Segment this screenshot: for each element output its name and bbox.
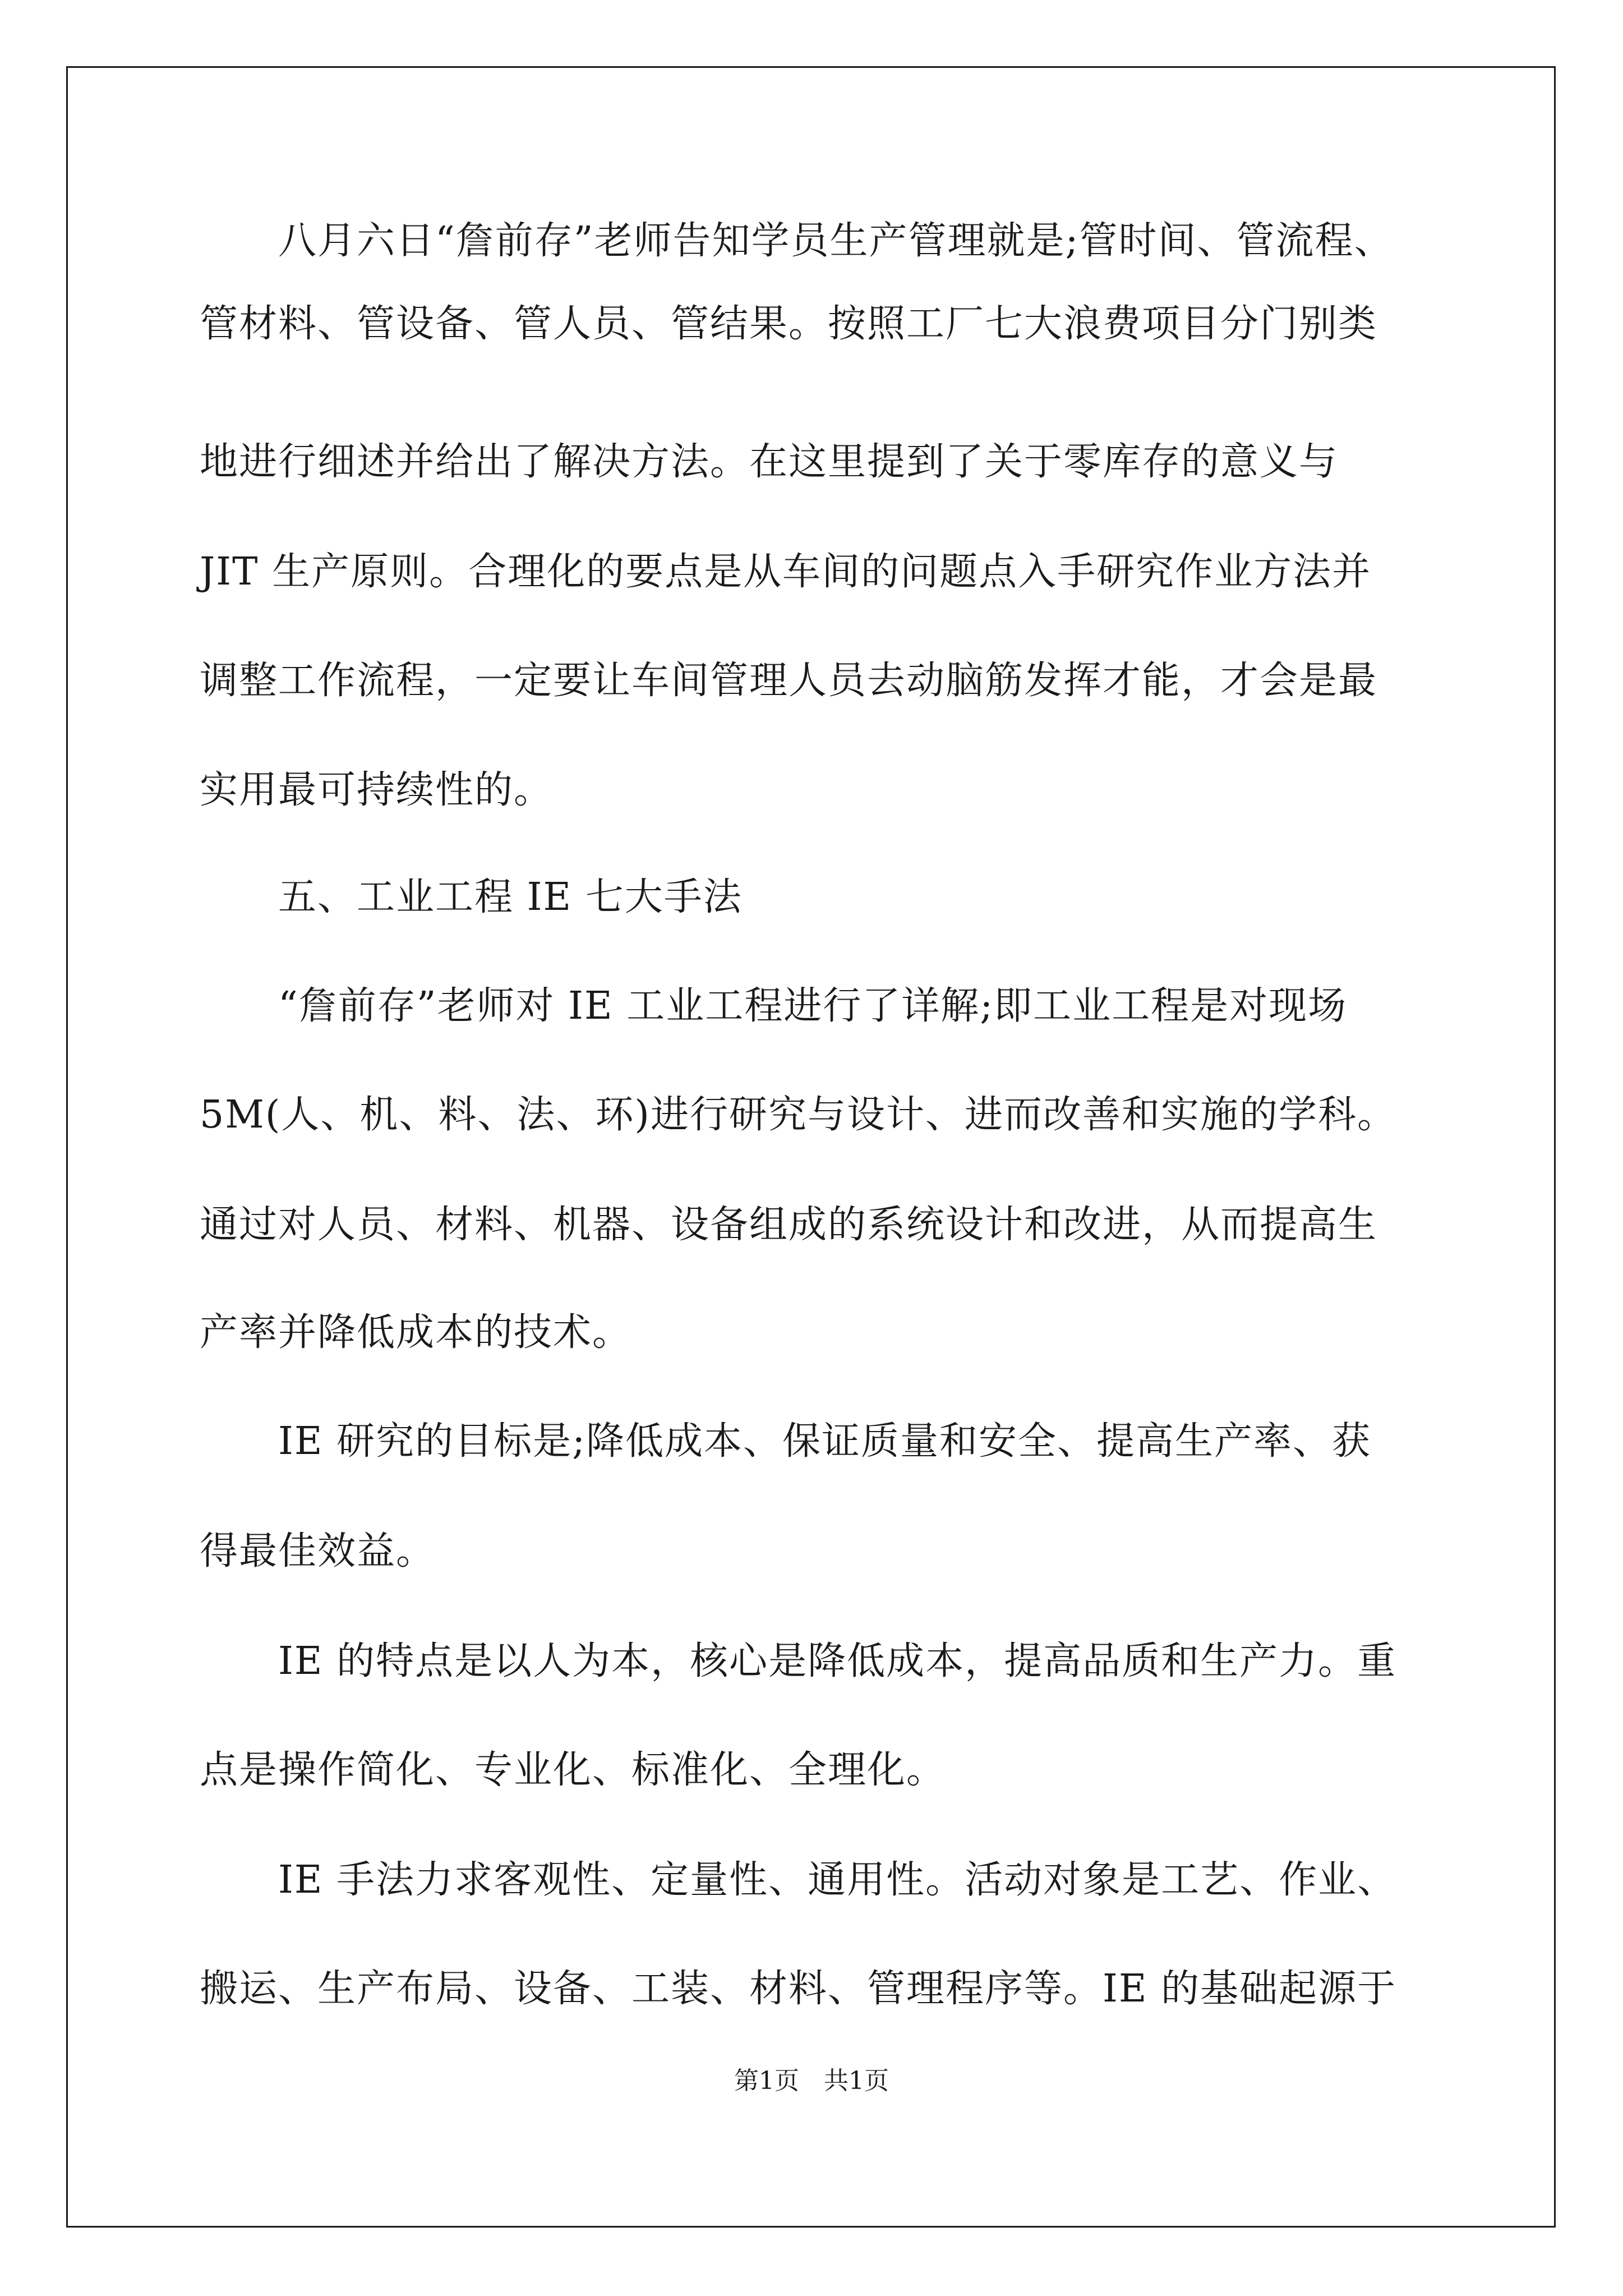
page-border: [66, 66, 1556, 2228]
paragraph-1-line-3: 地进行细述并给出了解决方法。在这里提到了关于零库存的意义与: [200, 440, 1339, 484]
paragraph-1-line-6: 实用最可持续性的。: [200, 768, 554, 812]
paragraph-3-line-1: IE 研究的目标是;降低成本、保证质量和安全、提高生产率、获: [278, 1419, 1372, 1464]
paragraph-4-line-2: 点是操作简化、专业化、标准化、全理化。: [200, 1748, 946, 1792]
paragraph-2-line-1: “詹前存”老师对 IE 工业工程进行了详解;即工业工程是对现场: [278, 984, 1348, 1028]
page-number: 第1页 共1页: [734, 2067, 889, 2095]
paragraph-5-line-1: IE 手法力求客观性、定量性、通用性。活动对象是工艺、作业、: [278, 1858, 1397, 1902]
paragraph-1-line-2: 管材料、管设备、管人员、管结果。按照工厂七大浪费项目分门别类: [200, 302, 1378, 346]
paragraph-1-line-1: 八月六日“詹前存”老师告知学员生产管理就是;管时间、管流程、: [278, 219, 1394, 263]
paragraph-5-line-2: 搬运、生产布局、设备、工装、材料、管理程序等。IE 的基础起源于: [200, 1967, 1397, 2011]
section-heading: 五、工业工程 IE 七大手法: [278, 875, 743, 919]
paragraph-1-line-5: 调整工作流程，一定要让车间管理人员去动脑筋发挥才能，才会是最: [200, 659, 1378, 703]
paragraph-4-line-1: IE 的特点是以人为本，核心是降低成本，提高品质和生产力。重: [278, 1639, 1397, 1683]
paragraph-1-line-4: JIT 生产原则。合理化的要点是从车间的问题点入手研究作业方法并: [200, 550, 1372, 594]
paragraph-2-line-2: 5M(人、机、料、法、环)进行研究与设计、进而改善和实施的学科。: [200, 1093, 1396, 1137]
paragraph-2-line-4: 产率并降低成本的技术。: [200, 1310, 632, 1355]
paragraph-2-line-3: 通过对人员、材料、机器、设备组成的系统设计和改进，从而提高生: [200, 1203, 1378, 1247]
paragraph-3-line-2: 得最佳效益。: [200, 1529, 436, 1573]
